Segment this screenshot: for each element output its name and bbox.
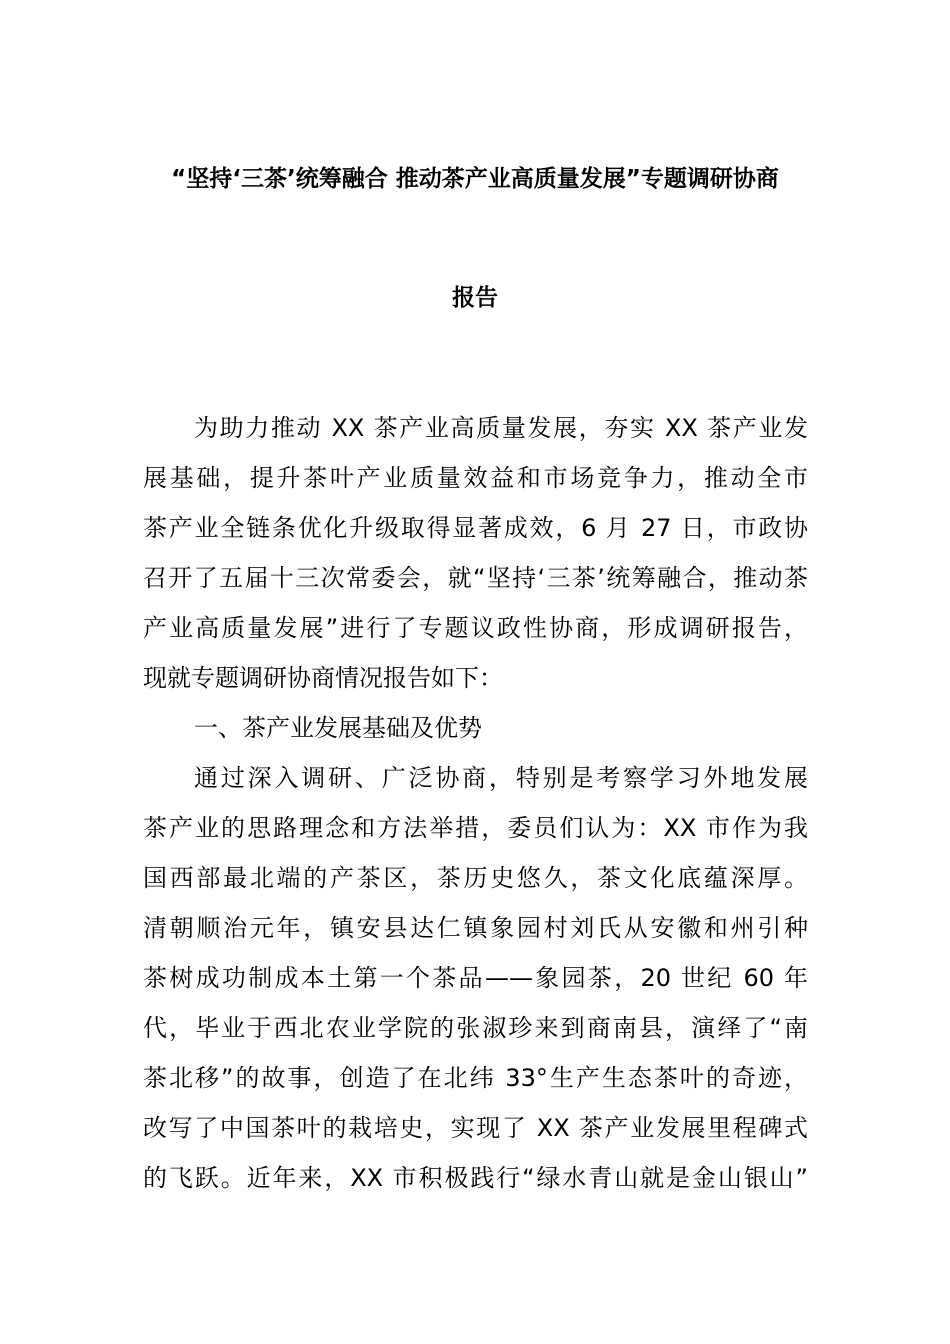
paragraph-1-line: 茶产业全链条优化升级取得显著成效，6 月 27 日，市政协 (143, 514, 808, 542)
document-title-line-1: “坚持‘三茶’统筹融合 推动茶产业高质量发展”专题调研协商 (171, 166, 779, 192)
paragraph-2-line: 代，毕业于西北农业学院的张淑珍来到商南县，演绎了“南 (143, 1014, 808, 1042)
paragraph-1-line: 为助力推动 XX 茶产业高质量发展，夯实 XX 茶产业发 (194, 414, 808, 442)
paragraph-1-line: 展基础，提升茶叶产业质量效益和市场竞争力，推动全市 (143, 464, 808, 492)
document-body (143, 403, 808, 1203)
paragraph-2-line: 茶产业的思路理念和方法举措，委员们认为：XX 市作为我 (143, 814, 808, 842)
paragraph-2-line: 通过深入调研、广泛协商，特别是考察学习外地发展 (194, 764, 808, 792)
paragraph-1-line: 产业高质量发展”进行了专题议政性协商，形成调研报告， (143, 614, 808, 642)
paragraph-1-line: 召开了五届十三次常委会，就“坚持‘三茶’统筹融合，推动茶 (143, 564, 808, 592)
paragraph-2-line: 茶树成功制成本土第一个茶品——象园茶，20 世纪 60 年 (143, 964, 808, 992)
paragraph-2-line: 改写了中国茶叶的栽培史，实现了 XX 茶产业发展里程碑式 (143, 1114, 808, 1142)
paragraph-1-line: 现就专题调研协商情况报告如下： (143, 664, 503, 692)
document-title-line-2: 报告 (452, 285, 498, 311)
paragraph-2-line: 茶北移”的故事，创造了在北纬 33°生产生态茶叶的奇迹， (143, 1064, 808, 1092)
paragraph-2-line: 的飞跃。近年来，XX 市积极践行“绿水青山就是金山银山” (143, 1164, 808, 1192)
paragraph-2-line: 国西部最北端的产茶区，茶历史悠久，茶文化底蕴深厚。 (143, 864, 808, 892)
paragraph-2-line: 清朝顺治元年，镇安县达仁镇象园村刘氏从安徽和州引种 (143, 914, 808, 942)
section-1-heading: 一、茶产业发展基础及优势 (194, 714, 482, 742)
